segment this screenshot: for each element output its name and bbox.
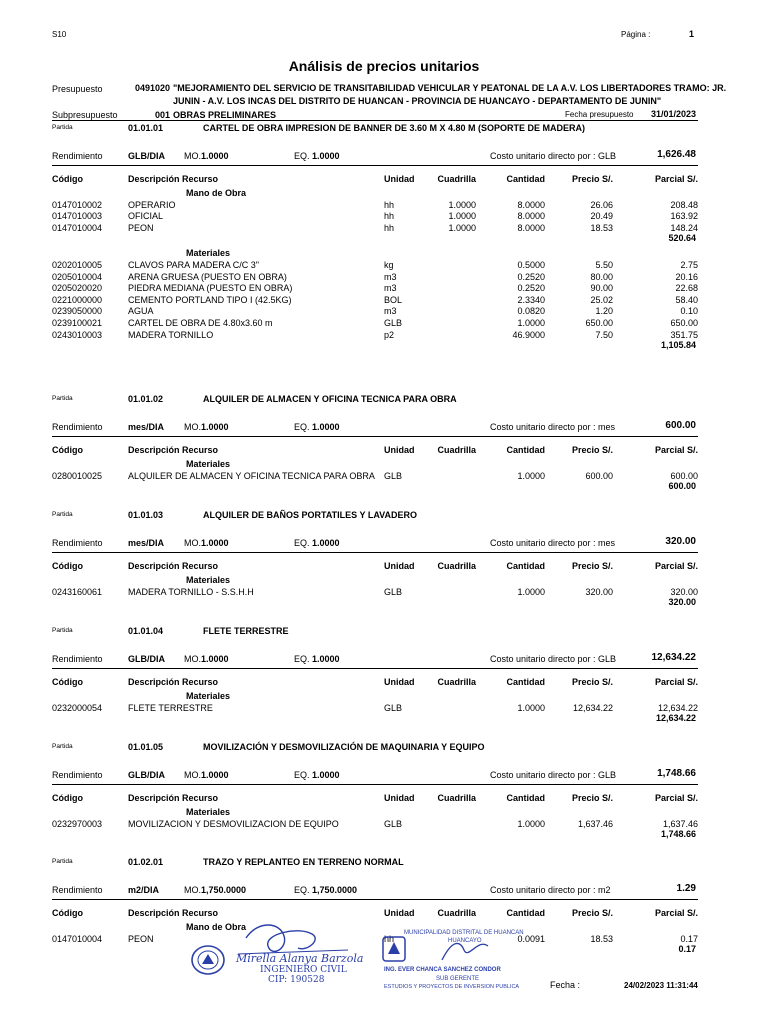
partida-label: Partida (52, 858, 73, 865)
col-unidad: Unidad (384, 793, 415, 803)
subpresupuesto-label: Subpresupuesto (52, 110, 118, 120)
costo-unitario: 1,626.48 (657, 149, 696, 160)
rendimiento-unit: GLB/DIA (128, 151, 165, 161)
table-row (52, 223, 698, 235)
item-unit: GLB (384, 318, 403, 328)
item-code: 0147010004 (52, 933, 103, 944)
table-row (52, 703, 698, 715)
col-cantidad: Cantidad (506, 793, 545, 803)
item-parcial: 1,637.46 (662, 818, 698, 829)
item-cantidad: 8.0000 (517, 199, 545, 210)
item-cantidad: 1.0000 (517, 818, 545, 829)
eq-value: 1.0000 (312, 770, 340, 780)
item-unit: BOL (384, 294, 403, 305)
mo-label: MO. (184, 770, 201, 780)
stamp-left-name: Mirella Alanya Barzola (236, 952, 364, 965)
table-header (52, 908, 698, 920)
partida-name: TRAZO Y REPLANTEO EN TERRENO NORMAL (203, 857, 404, 867)
item-code: 0147010004 (52, 222, 103, 233)
item-unit: GLB (384, 818, 403, 829)
fecha-label: Fecha : (550, 980, 581, 990)
costo-label: Costo unitario directo por : mes (490, 538, 616, 548)
col-descripcion: Descripción Recurso (128, 908, 219, 918)
item-cantidad: 0.0820 (517, 306, 545, 317)
eq-value: 1.0000 (312, 151, 340, 161)
stamp-right-title: SUB GERENTE (436, 976, 480, 982)
item-unit: hh (384, 211, 395, 222)
item-unit: hh (384, 222, 395, 233)
item-cantidad: 8.0000 (517, 211, 545, 222)
item-unit: GLB (384, 586, 403, 597)
partida-label: Partida (52, 743, 73, 750)
col-cuadrilla: Cuadrilla (437, 445, 476, 455)
group-name: Materiales (186, 575, 231, 585)
partida-label: Partida (52, 627, 73, 634)
item-parcial: 22.68 (675, 283, 698, 294)
item-precio: 20.49 (590, 211, 613, 222)
divider (52, 668, 698, 669)
divider (52, 899, 698, 900)
col-codigo: Código (52, 793, 83, 803)
col-codigo: Código (52, 677, 83, 687)
partida-code: 01.01.04 (128, 626, 164, 636)
item-parcial: 650.00 (670, 318, 698, 328)
col-descripcion: Descripción Recurso (128, 561, 219, 571)
engineer-stamp (188, 918, 364, 985)
rendimiento-label: Rendimiento (52, 770, 103, 780)
item-unit: GLB (384, 702, 403, 713)
col-cantidad: Cantidad (506, 561, 545, 571)
col-unidad: Unidad (384, 908, 415, 918)
col-cuadrilla: Cuadrilla (437, 174, 476, 184)
col-cuadrilla: Cuadrilla (437, 908, 476, 918)
item-code: 0232000054 (52, 702, 103, 713)
stamp-left-title: INGENIERO CIVIL (260, 965, 347, 975)
municipal-seal-icon (380, 934, 410, 966)
item-precio: 26.06 (590, 199, 613, 210)
costo-label: Costo unitario directo por : GLB (490, 151, 617, 161)
page-number: 1 (689, 29, 695, 39)
table-header (52, 677, 698, 689)
item-description: CEMENTO PORTLAND TIPO I (42.5KG) (128, 294, 292, 305)
col-precio: Precio S/. (571, 793, 613, 803)
item-description: MOVILIZACION Y DESMOVILIZACION DE EQUIPO (128, 818, 339, 829)
costo-unitario: 600.00 (665, 420, 696, 431)
divider (52, 552, 698, 553)
item-code: 0205020020 (52, 283, 103, 294)
group-name: Materiales (186, 459, 231, 469)
item-parcial: 58.40 (675, 294, 698, 305)
item-cantidad: 1.0000 (517, 586, 545, 597)
mo-label: MO. (184, 654, 201, 664)
table-row (52, 934, 698, 946)
mo-label: MO. (184, 151, 201, 161)
item-code: 0239050000 (52, 306, 103, 317)
partida-code: 01.02.01 (128, 857, 164, 867)
table-header (52, 445, 698, 457)
costo-unitario: 1,748.66 (657, 768, 696, 779)
item-description: MADERA TORNILLO - S.S.H.H (128, 586, 254, 597)
col-precio: Precio S/. (571, 561, 613, 571)
item-description: OFICIAL (128, 211, 164, 222)
subpresupuesto-name: OBRAS PRELIMINARES (173, 110, 277, 120)
mo-label: MO. (184, 885, 201, 895)
table-row (52, 200, 698, 212)
col-unidad: Unidad (384, 445, 415, 455)
item-precio: 600.00 (585, 470, 613, 481)
item-cuadrilla: 1.0000 (448, 211, 476, 222)
mo-label: MO. (184, 538, 201, 548)
item-parcial: 2.75 (680, 260, 698, 270)
group-name: Materiales (186, 691, 231, 701)
item-cantidad: 2.3340 (517, 294, 545, 305)
item-cantidad: 1.0000 (517, 318, 545, 328)
eq-label: EQ. (294, 538, 310, 548)
item-description: ALQUILER DE ALMACEN Y OFICINA TECNICA PARA OBRA (128, 470, 375, 481)
item-precio: 90.00 (590, 283, 613, 294)
costo-label: Costo unitario directo por : GLB (490, 654, 617, 664)
rendimiento-unit: mes/DIA (128, 538, 165, 548)
table-row (52, 295, 698, 307)
presupuesto-name-line2: JUNIN - A.V. LOS INCAS DEL DISTRITO DE HUANCAN - PROVINCIA DE HUANCAYO - DEPARTAMENTO DE JUNIN" (173, 96, 662, 106)
eq-value: 1.0000 (312, 538, 340, 548)
item-parcial: 208.48 (670, 199, 698, 210)
item-precio: 25.02 (590, 294, 613, 305)
partida-label: Partida (52, 511, 73, 518)
rendimiento-label: Rendimiento (52, 151, 103, 161)
table-row (52, 819, 698, 831)
col-precio: Precio S/. (571, 174, 613, 184)
item-precio: 18.53 (590, 222, 613, 233)
col-unidad: Unidad (384, 561, 415, 571)
fecha-presupuesto-label: Fecha presupuesto (565, 110, 634, 119)
col-cuadrilla: Cuadrilla (437, 793, 476, 803)
item-description: MADERA TORNILLO (128, 329, 214, 340)
divider (52, 436, 698, 437)
rendimiento-unit: GLB/DIA (128, 770, 165, 780)
item-cantidad: 0.0091 (517, 933, 545, 944)
item-code: 0202010005 (52, 260, 103, 270)
group-subtotal: 600.00 (668, 481, 696, 492)
item-precio: 7.50 (595, 329, 613, 340)
presupuesto-code: 0491020 (135, 83, 171, 93)
eq-value: 1,750.0000 (312, 885, 358, 895)
group-name: Mano de Obra (186, 922, 247, 932)
item-unit: GLB (384, 470, 403, 481)
group-subtotal: 1,748.66 (660, 829, 696, 840)
divider (52, 165, 698, 166)
costo-label: Costo unitario directo por : mes (490, 422, 616, 432)
item-code: 0147010003 (52, 211, 103, 222)
item-description: CLAVOS PARA MADERA C/C 3" (128, 260, 259, 270)
rendimiento-unit: mes/DIA (128, 422, 165, 432)
item-parcial: 12,634.22 (657, 702, 698, 713)
stamp-right-line2: HUANCAYO (448, 938, 482, 944)
col-unidad: Unidad (384, 174, 415, 184)
item-unit: p2 (384, 329, 395, 340)
col-cantidad: Cantidad (506, 174, 545, 184)
group-subtotal: 1,105.84 (660, 340, 696, 351)
item-parcial: 20.16 (675, 271, 698, 282)
partida-name: MOVILIZACIÓN Y DESMOVILIZACIÓN DE MAQUINARIA Y EQUIPO (203, 742, 485, 752)
item-cantidad: 1.0000 (517, 702, 545, 713)
table-row (52, 211, 698, 223)
stamp-right-name: ING. EVER CHANCA SANCHEZ CONDOR (384, 967, 501, 973)
col-codigo: Código (52, 174, 83, 184)
col-descripcion: Descripción Recurso (128, 174, 219, 184)
eq-label: EQ. (294, 654, 310, 664)
item-unit: kg (384, 260, 394, 270)
eq-value: 1.0000 (312, 422, 340, 432)
table-row (52, 330, 698, 342)
group-subtotal: 520.64 (668, 233, 696, 244)
item-code: 0147010002 (52, 199, 103, 210)
item-parcial: 148.24 (670, 222, 698, 233)
rendimiento-label: Rendimiento (52, 422, 103, 432)
col-descripcion: Descripción Recurso (128, 677, 219, 687)
item-code: 0243010003 (52, 329, 103, 340)
table-header (52, 561, 698, 573)
stamp-right-dept: ESTUDIOS Y PROYECTOS DE INVERSION PUBLICA (384, 984, 520, 990)
table-row (52, 306, 698, 318)
divider (52, 784, 698, 785)
item-code: 0232970003 (52, 818, 103, 829)
item-description: PEON (128, 222, 154, 233)
signature-right-icon (438, 936, 498, 966)
rendimiento-label: Rendimiento (52, 654, 103, 664)
item-precio: 650.00 (585, 318, 613, 328)
table-row (52, 318, 698, 330)
mo-value: 1.0000 (201, 654, 229, 664)
item-code: 0243160061 (52, 586, 103, 597)
group-name: Materiales (186, 248, 231, 259)
partida-label: Partida (52, 124, 73, 131)
item-code: 0239100021 (52, 318, 103, 328)
item-cantidad: 1.0000 (517, 470, 545, 481)
col-parcial: Parcial S/. (654, 677, 698, 687)
item-parcial: 163.92 (670, 211, 698, 222)
item-precio: 320.00 (585, 586, 613, 597)
group-name: Mano de Obra (186, 188, 247, 198)
col-cuadrilla: Cuadrilla (437, 677, 476, 687)
col-cuadrilla: Cuadrilla (437, 561, 476, 571)
col-precio: Precio S/. (571, 445, 613, 455)
system-code: S10 (52, 30, 67, 39)
table-row (52, 283, 698, 295)
partida-label: Partida (52, 395, 73, 402)
col-descripcion: Descripción Recurso (128, 793, 219, 803)
presupuesto-label: Presupuesto (52, 84, 103, 94)
item-unit: hh (384, 933, 395, 944)
eq-label: EQ. (294, 770, 310, 780)
item-unit: m3 (384, 306, 397, 317)
item-precio: 5.50 (595, 260, 613, 270)
item-precio: 12,634.22 (572, 702, 613, 713)
item-cantidad: 0.2520 (517, 271, 545, 282)
col-parcial: Parcial S/. (654, 908, 698, 918)
item-code: 0205010004 (52, 271, 103, 282)
eq-value: 1.0000 (312, 654, 340, 664)
costo-label: Costo unitario directo por : m2 (490, 885, 611, 895)
item-unit: m3 (384, 271, 397, 282)
item-precio: 18.53 (590, 933, 613, 944)
col-parcial: Parcial S/. (654, 793, 698, 803)
table-row (52, 471, 698, 483)
item-code: 0221000000 (52, 294, 103, 305)
stamp-right-line1: MUNICIPALIDAD DISTRITAL DE HUANCAN (404, 930, 524, 936)
stamp-left-cip: CIP: 190528 (268, 975, 325, 985)
item-cuadrilla: 1.0000 (448, 199, 476, 210)
partida-name: ALQUILER DE ALMACEN Y OFICINA TECNICA PARA OBRA (203, 394, 457, 404)
divider (52, 120, 698, 121)
costo-unitario: 12,634.22 (651, 652, 696, 663)
partida-code: 01.01.01 (128, 123, 164, 133)
item-cantidad: 8.0000 (517, 222, 545, 233)
costo-label: Costo unitario directo por : GLB (490, 770, 617, 780)
fecha-value: 24/02/2023 11:31:44 (624, 981, 698, 990)
mo-label: MO. (184, 422, 201, 432)
item-cantidad: 46.9000 (512, 329, 545, 340)
partida-code: 01.01.05 (128, 742, 164, 752)
mo-value: 1.0000 (201, 770, 229, 780)
item-cantidad: 0.2520 (517, 283, 545, 294)
col-descripcion: Descripción Recurso (128, 445, 219, 455)
page-title: Análisis de precios unitarios (288, 58, 480, 74)
col-cantidad: Cantidad (506, 908, 545, 918)
table-row (52, 260, 698, 272)
item-precio: 1.20 (595, 306, 613, 317)
item-parcial: 0.17 (680, 933, 698, 944)
partida-code: 01.01.02 (128, 394, 164, 404)
item-cantidad: 0.5000 (517, 260, 545, 270)
col-parcial: Parcial S/. (654, 174, 698, 184)
table-header (52, 174, 698, 186)
col-cantidad: Cantidad (506, 445, 545, 455)
item-code: 0280010025 (52, 470, 103, 481)
fecha-presupuesto: 31/01/2023 (651, 109, 697, 119)
item-parcial: 600.00 (670, 470, 698, 481)
item-description: OPERARIO (128, 199, 176, 210)
item-cuadrilla: 1.0000 (448, 222, 476, 233)
eq-label: EQ. (294, 885, 310, 895)
mo-value: 1.0000 (201, 422, 229, 432)
mo-value: 1,750.0000 (201, 885, 247, 895)
rendimiento-unit: m2/DIA (128, 885, 160, 895)
item-description: AGUA (128, 306, 154, 317)
item-unit: m3 (384, 283, 397, 294)
group-subtotal: 0.17 (678, 944, 696, 955)
item-parcial: 320.00 (670, 586, 698, 597)
presupuesto-name-line1: "MEJORAMIENTO DEL SERVICIO DE TRANSITABILIDAD VEHICULAR Y PEATONAL DE LA A.V. LOS LIBERTADORES TRAMO: JR. (173, 83, 727, 93)
partida-name: FLETE TERRESTRE (203, 626, 289, 636)
costo-unitario: 1.29 (676, 883, 696, 894)
item-parcial: 351.75 (670, 329, 698, 340)
page-label: Página : (621, 30, 651, 39)
mo-value: 1.0000 (201, 151, 229, 161)
col-precio: Precio S/. (571, 677, 613, 687)
col-codigo: Código (52, 445, 83, 455)
item-description: PEON (128, 933, 154, 944)
item-precio: 80.00 (590, 271, 613, 282)
eq-label: EQ. (294, 151, 310, 161)
group-name: Materiales (186, 807, 231, 817)
col-precio: Precio S/. (571, 908, 613, 918)
group-subtotal: 12,634.22 (655, 713, 696, 724)
partida-name: ALQUILER DE BAÑOS PORTATILES Y LAVADERO (203, 510, 418, 520)
group-subtotal: 320.00 (668, 597, 696, 608)
municipal-stamp (378, 926, 538, 996)
item-precio: 1,637.46 (577, 818, 613, 829)
item-description: ARENA GRUESA (PUESTO EN OBRA) (128, 271, 287, 282)
partida-name: CARTEL DE OBRA IMPRESION DE BANNER DE 3.60 M X 4.80 M (SOPORTE DE MADERA) (203, 123, 586, 133)
mo-value: 1.0000 (201, 538, 229, 548)
rendimiento-label: Rendimiento (52, 538, 103, 548)
col-parcial: Parcial S/. (654, 445, 698, 455)
item-description: FLETE TERRESTRE (128, 702, 213, 713)
table-row (52, 587, 698, 599)
eq-label: EQ. (294, 422, 310, 432)
costo-unitario: 320.00 (665, 536, 696, 547)
col-codigo: Código (52, 908, 83, 918)
item-unit: hh (384, 199, 395, 210)
table-row (52, 272, 698, 284)
rendimiento-unit: GLB/DIA (128, 654, 165, 664)
partida-code: 01.01.03 (128, 510, 164, 520)
col-codigo: Código (52, 561, 83, 571)
col-unidad: Unidad (384, 677, 415, 687)
item-parcial: 0.10 (680, 306, 698, 317)
item-description: CARTEL DE OBRA DE 4.80x3.60 m (128, 318, 273, 328)
subpresupuesto-code: 001 (155, 110, 171, 120)
col-parcial: Parcial S/. (654, 561, 698, 571)
item-description: PIEDRA MEDIANA (PUESTO EN OBRA) (128, 283, 293, 294)
table-header (52, 793, 698, 805)
col-cantidad: Cantidad (506, 677, 545, 687)
rendimiento-label: Rendimiento (52, 885, 103, 895)
